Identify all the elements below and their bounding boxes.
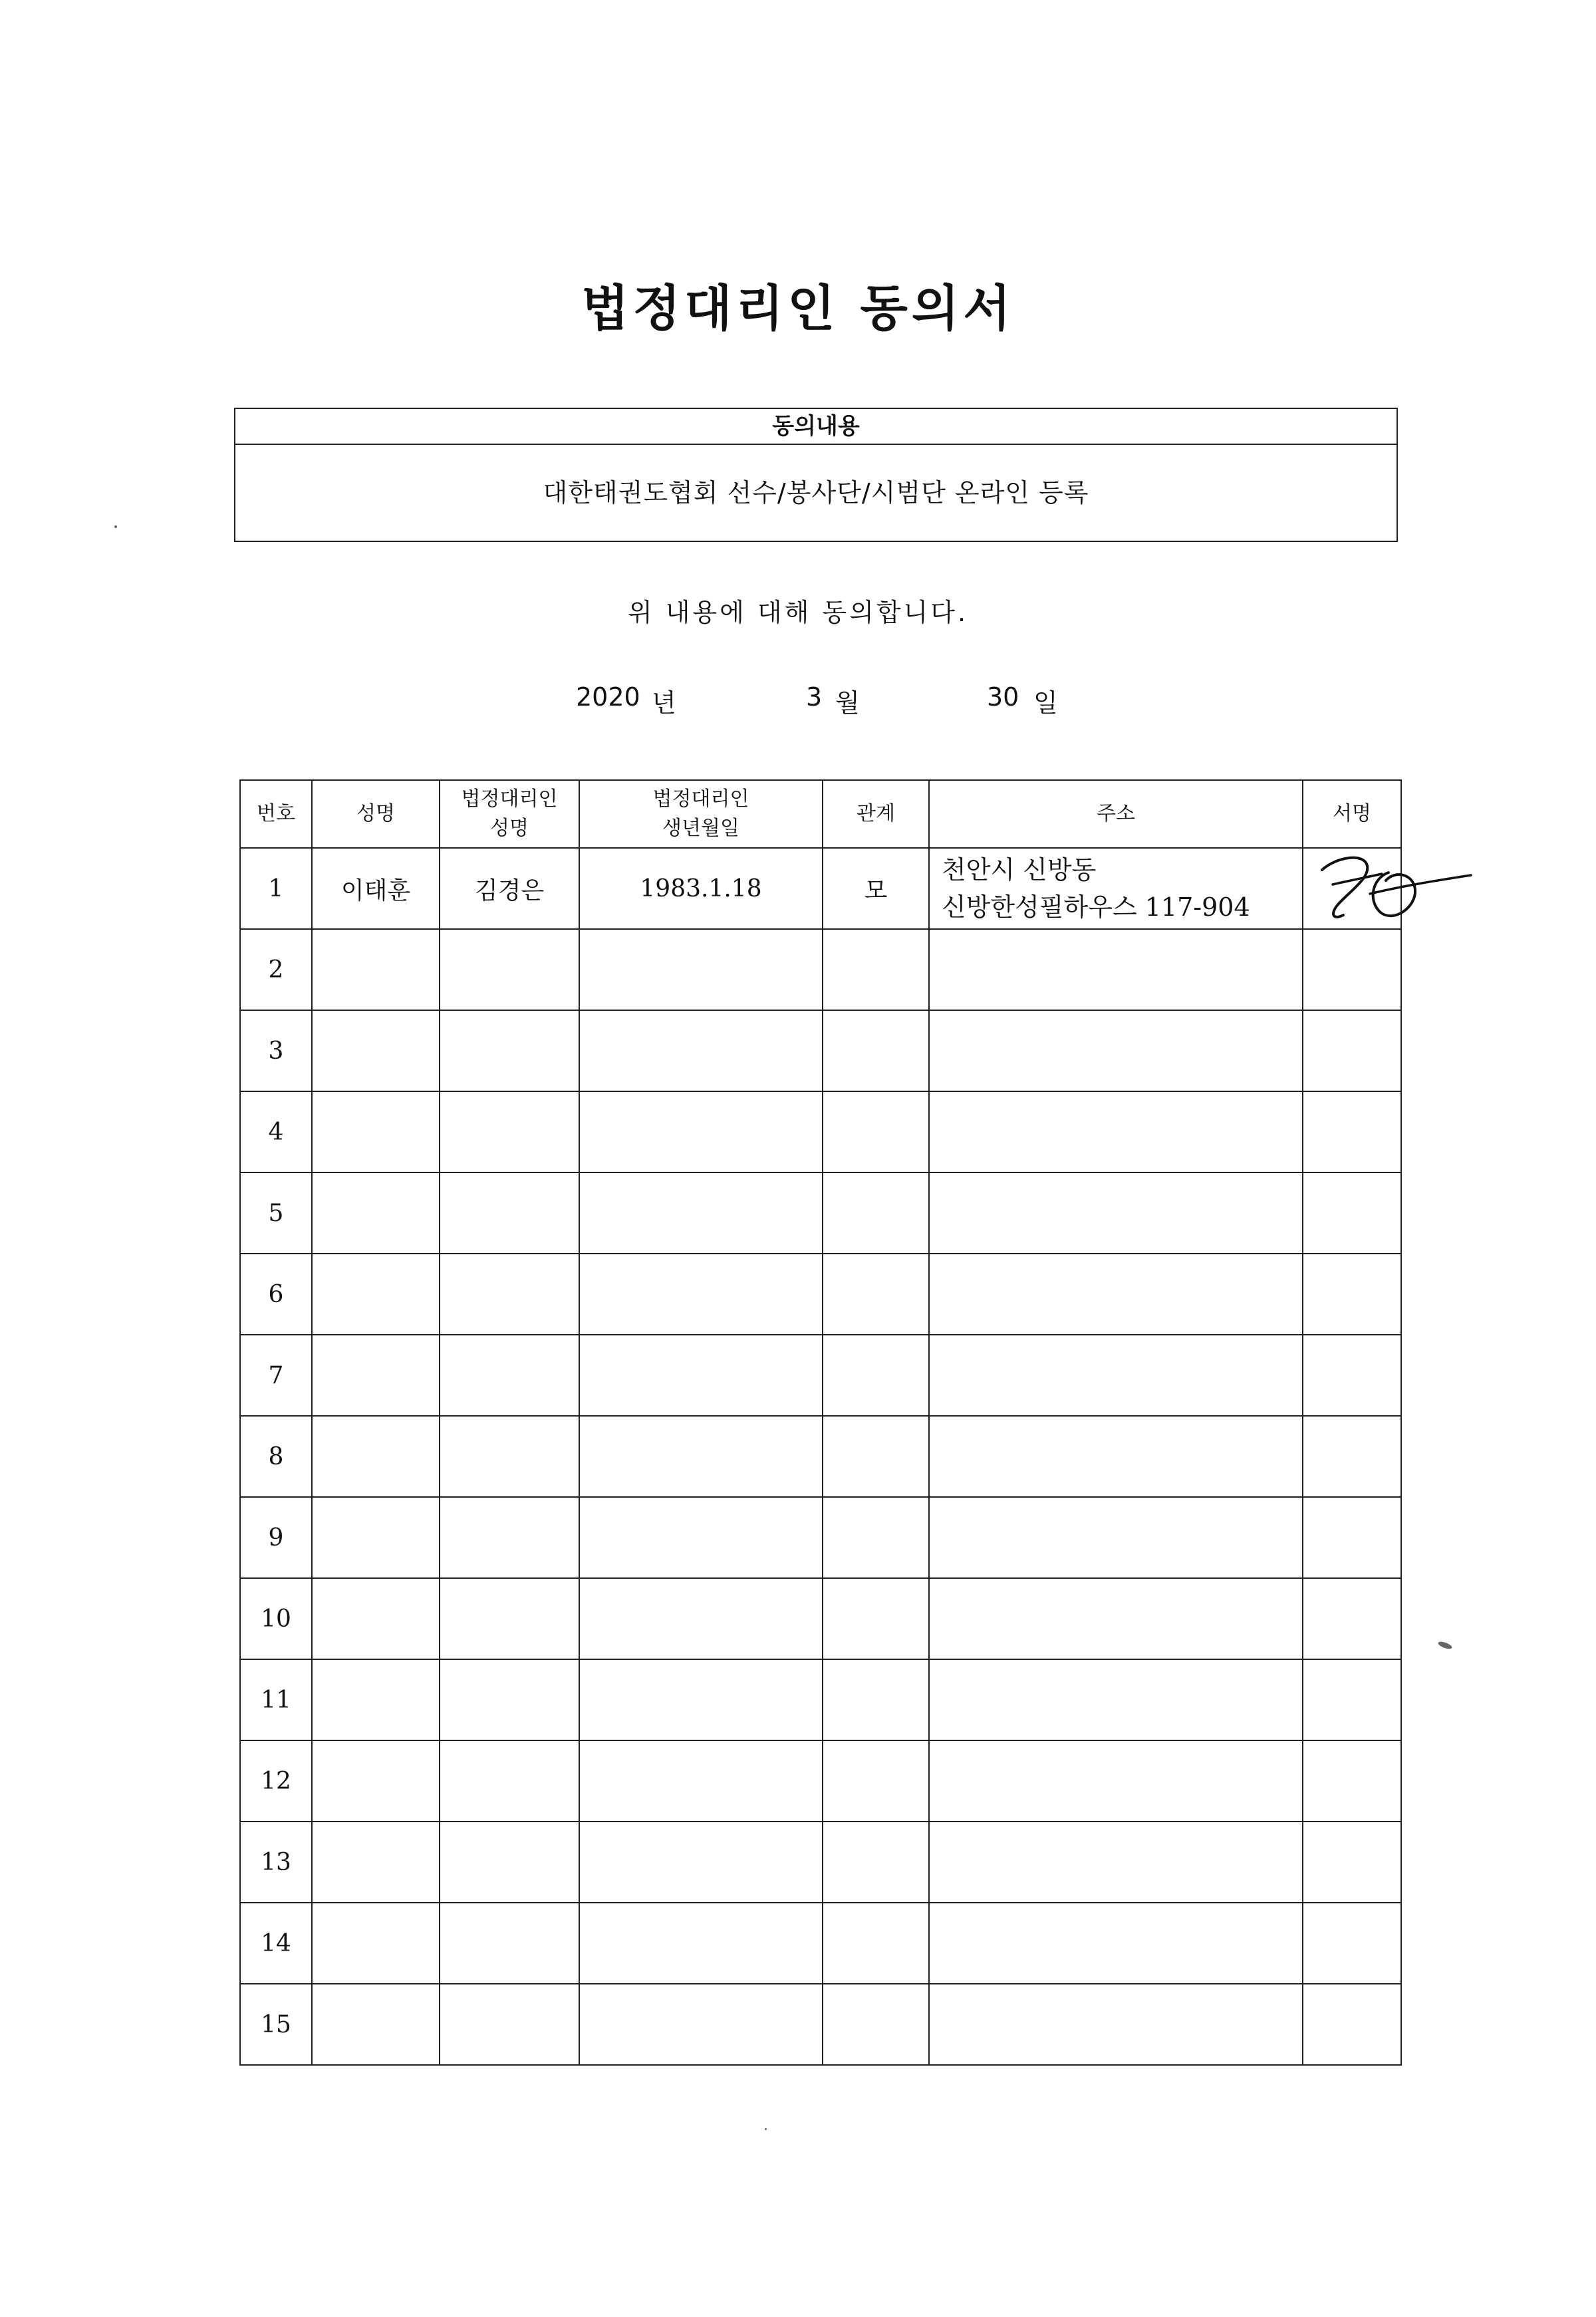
cell-number: 9 bbox=[240, 1497, 312, 1578]
cell-relation bbox=[823, 1091, 929, 1172]
cell-name bbox=[312, 1254, 440, 1335]
cell-guardian-name bbox=[440, 929, 579, 1010]
cell-name bbox=[312, 929, 440, 1010]
cell-guardian-name bbox=[440, 1091, 579, 1172]
cell-name bbox=[312, 1659, 440, 1740]
cell-address bbox=[929, 848, 1303, 929]
cell-signature bbox=[1303, 1497, 1401, 1578]
cell-signature bbox=[1303, 1091, 1401, 1172]
cell-address bbox=[929, 1091, 1303, 1172]
cell-relation bbox=[823, 1740, 929, 1822]
cell-relation bbox=[823, 1497, 929, 1578]
cell-name bbox=[312, 1578, 440, 1659]
date-year-unit: 년 bbox=[652, 688, 676, 718]
cell-relation bbox=[823, 1172, 929, 1254]
cell-guardian-birth bbox=[579, 1903, 823, 1984]
table-row bbox=[240, 1822, 1401, 1903]
header-guardian-name bbox=[440, 780, 579, 848]
header-relation: 관계 bbox=[823, 780, 929, 848]
header-guardian-name-line1: 법정대리인 bbox=[461, 787, 558, 811]
cell-guardian-name bbox=[440, 1254, 579, 1335]
date-day-unit: 일 bbox=[1033, 688, 1058, 718]
cell-signature bbox=[1303, 1903, 1401, 1984]
cell-name bbox=[312, 1903, 440, 1984]
cell-guardian-birth bbox=[579, 1172, 823, 1254]
cell-name bbox=[312, 1010, 440, 1091]
cell-signature bbox=[1303, 1010, 1401, 1091]
cell-guardian-name bbox=[440, 1578, 579, 1659]
cell-number: 13 bbox=[240, 1822, 312, 1903]
cell-guardian-birth bbox=[579, 1416, 823, 1497]
document-title: 법정대리인 동의서 bbox=[581, 280, 1015, 337]
cell-name bbox=[312, 1740, 440, 1822]
cell-guardian-birth bbox=[579, 1091, 823, 1172]
scan-speck bbox=[114, 525, 117, 528]
date-month-unit: 월 bbox=[835, 688, 860, 718]
cell-name bbox=[312, 1984, 440, 2065]
cell-guardian-birth bbox=[579, 1497, 823, 1578]
handwritten-signature bbox=[1303, 843, 1476, 936]
date-month: 3 bbox=[806, 682, 823, 712]
table-row bbox=[240, 1335, 1401, 1416]
cell-relation bbox=[823, 1984, 929, 2065]
table-row bbox=[240, 1091, 1401, 1172]
cell-address bbox=[929, 1740, 1303, 1822]
cell-signature bbox=[1303, 1578, 1401, 1659]
cell-name bbox=[312, 1172, 440, 1254]
cell-number: 5 bbox=[240, 1172, 312, 1254]
cell-relation bbox=[823, 1578, 929, 1659]
cell-relation bbox=[823, 1659, 929, 1740]
cell-signature bbox=[1303, 1659, 1401, 1740]
table-header-row bbox=[240, 780, 1401, 848]
cell-guardian-birth bbox=[579, 929, 823, 1010]
scan-speck bbox=[765, 2128, 767, 2130]
cell-guardian-birth: 1983.1.18 bbox=[579, 848, 823, 929]
cell-relation bbox=[823, 1335, 929, 1416]
cell-guardian-name bbox=[440, 1822, 579, 1903]
table-row bbox=[240, 1984, 1401, 2065]
cell-name bbox=[312, 1822, 440, 1903]
cell-address bbox=[929, 929, 1303, 1010]
cell-name bbox=[312, 1091, 440, 1172]
table-row bbox=[240, 1010, 1401, 1091]
cell-number: 2 bbox=[240, 929, 312, 1010]
cell-number: 6 bbox=[240, 1254, 312, 1335]
cell-signature bbox=[1303, 929, 1401, 1010]
address-line-1: 천안시 신방동 bbox=[942, 855, 1097, 885]
table-row bbox=[240, 848, 1401, 929]
header-guardian-name-line2: 성명 bbox=[490, 817, 529, 840]
cell-guardian-birth bbox=[579, 1740, 823, 1822]
header-name: 성명 bbox=[312, 780, 440, 848]
cell-name bbox=[312, 1335, 440, 1416]
cell-relation bbox=[823, 1254, 929, 1335]
cell-address bbox=[929, 1254, 1303, 1335]
table-row bbox=[240, 1172, 1401, 1254]
header-guardian-birth-line2: 생년월일 bbox=[662, 817, 739, 840]
cell-name bbox=[312, 1497, 440, 1578]
header-address: 주소 bbox=[929, 780, 1303, 848]
cell-relation bbox=[823, 1822, 929, 1903]
cell-guardian-name bbox=[440, 1740, 579, 1822]
cell-guardian-birth bbox=[579, 1822, 823, 1903]
table-row bbox=[240, 1416, 1401, 1497]
cell-guardian-name bbox=[440, 1659, 579, 1740]
table-row bbox=[240, 929, 1401, 1010]
date-year: 2020 bbox=[576, 682, 640, 712]
cell-address bbox=[929, 1010, 1303, 1091]
cell-address bbox=[929, 1172, 1303, 1254]
cell-guardian-birth bbox=[579, 1335, 823, 1416]
header-guardian-birth-line1: 법정대리인 bbox=[652, 787, 749, 811]
cell-guardian-name bbox=[440, 1497, 579, 1578]
cell-guardian-name bbox=[440, 1010, 579, 1091]
cell-signature bbox=[1303, 848, 1401, 929]
cell-number: 4 bbox=[240, 1091, 312, 1172]
cell-signature bbox=[1303, 1416, 1401, 1497]
cell-signature bbox=[1303, 1254, 1401, 1335]
table-row bbox=[240, 1497, 1401, 1578]
cell-guardian-birth bbox=[579, 1578, 823, 1659]
cell-number: 12 bbox=[240, 1740, 312, 1822]
cell-address bbox=[929, 1335, 1303, 1416]
scan-speck bbox=[1437, 1640, 1452, 1650]
table-row bbox=[240, 1903, 1401, 1984]
cell-guardian-birth bbox=[579, 1010, 823, 1091]
cell-guardian-name bbox=[440, 1335, 579, 1416]
table-row bbox=[240, 1659, 1401, 1740]
cell-address bbox=[929, 1578, 1303, 1659]
cell-signature bbox=[1303, 1822, 1401, 1903]
consent-header: 동의내용 bbox=[235, 409, 1396, 445]
cell-relation bbox=[823, 1903, 929, 1984]
table-row bbox=[240, 1254, 1401, 1335]
cell-guardian-name bbox=[440, 1172, 579, 1254]
cell-name bbox=[312, 1416, 440, 1497]
cell-number: 8 bbox=[240, 1416, 312, 1497]
cell-guardian-name bbox=[440, 1416, 579, 1497]
cell-relation bbox=[823, 1416, 929, 1497]
cell-guardian-name bbox=[440, 1984, 579, 2065]
cell-address bbox=[929, 1659, 1303, 1740]
date-day: 30 bbox=[987, 682, 1019, 712]
cell-number: 11 bbox=[240, 1659, 312, 1740]
table-row bbox=[240, 1578, 1401, 1659]
cell-guardian-name bbox=[440, 1903, 579, 1984]
cell-number: 14 bbox=[240, 1903, 312, 1984]
cell-address bbox=[929, 1984, 1303, 2065]
consent-body: 대한태권도협회 선수/봉사단/시범단 온라인 등록 bbox=[543, 478, 1089, 507]
cell-name: 이태훈 bbox=[312, 848, 440, 929]
cell-guardian-birth bbox=[579, 1659, 823, 1740]
agreement-statement: 위 내용에 대해 동의합니다. bbox=[627, 598, 969, 627]
cell-number: 1 bbox=[240, 848, 312, 929]
address-line-2: 신방한성필하우스 117-904 bbox=[942, 892, 1250, 922]
header-number: 번호 bbox=[240, 780, 312, 848]
cell-number: 10 bbox=[240, 1578, 312, 1659]
cell-relation bbox=[823, 929, 929, 1010]
cell-address bbox=[929, 1497, 1303, 1578]
cell-address bbox=[929, 1822, 1303, 1903]
cell-address bbox=[929, 1903, 1303, 1984]
cell-relation: 모 bbox=[823, 848, 929, 929]
header-guardian-birth bbox=[579, 780, 823, 848]
cell-address bbox=[929, 1416, 1303, 1497]
cell-guardian-name: 김경은 bbox=[440, 848, 579, 929]
cell-number: 15 bbox=[240, 1984, 312, 2065]
cell-signature bbox=[1303, 1740, 1401, 1822]
cell-signature bbox=[1303, 1172, 1401, 1254]
guardian-table bbox=[239, 779, 1402, 2066]
cell-guardian-birth bbox=[579, 1254, 823, 1335]
cell-relation bbox=[823, 1010, 929, 1091]
table-row bbox=[240, 1740, 1401, 1822]
cell-signature bbox=[1303, 1335, 1401, 1416]
cell-number: 7 bbox=[240, 1335, 312, 1416]
cell-guardian-birth bbox=[579, 1984, 823, 2065]
header-signature: 서명 bbox=[1303, 780, 1401, 848]
cell-signature bbox=[1303, 1984, 1401, 2065]
consent-box bbox=[234, 408, 1398, 542]
cell-number: 3 bbox=[240, 1010, 312, 1091]
